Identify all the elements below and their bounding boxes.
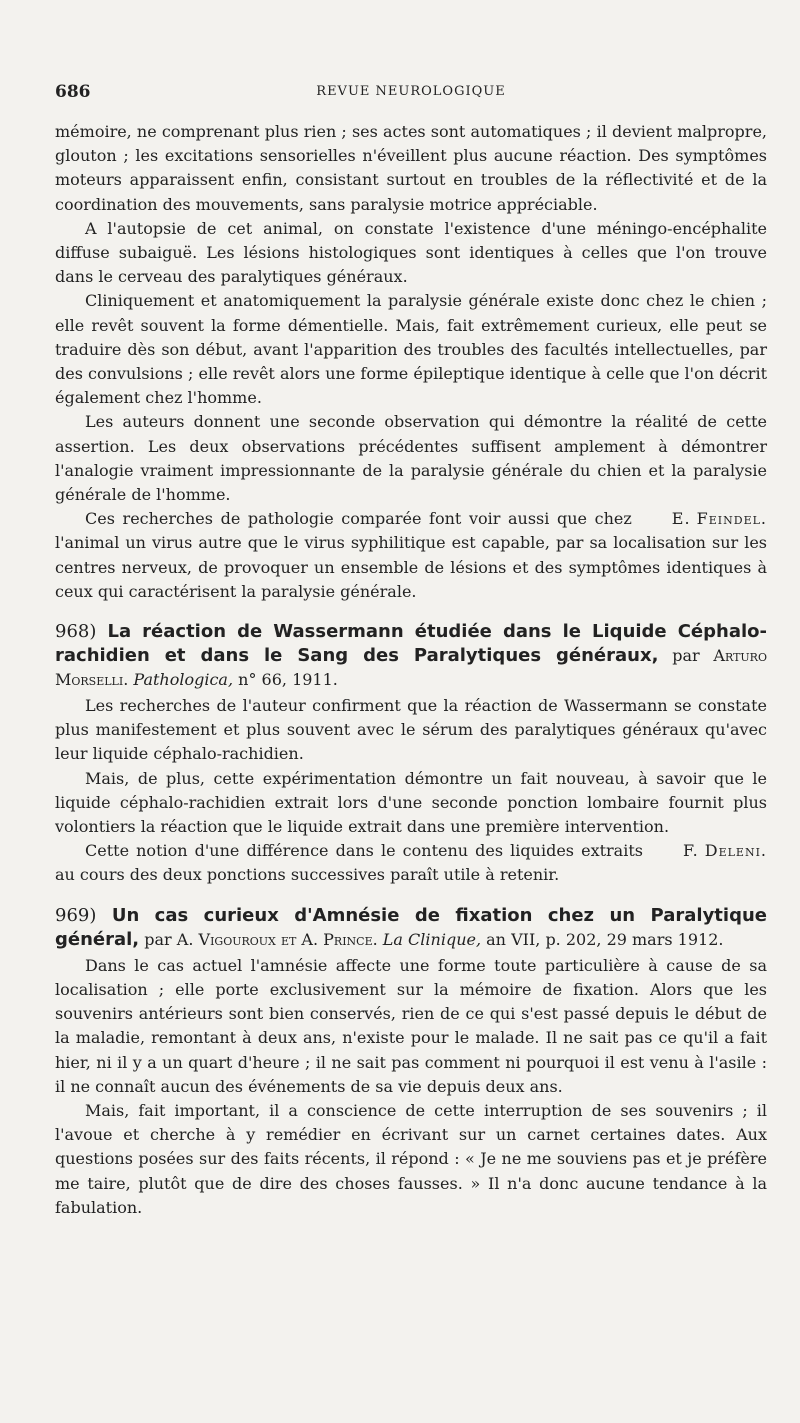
entry-title-block [55,621,767,666]
entry-body [55,694,767,888]
paragraph: Mais, de plus, cette expérimentation démontre un fait nouveau, à savoir que le liquide céphalo-rachidien extrait lors d'une seconde ponction lombaire fournit plus volontiers la réaction que le liquide extrait dans une première intervention. [55,768,767,837]
entry-citation: n° 66, 1911. [238,670,338,690]
reviewer-signature: F. Deleni. [682,841,767,861]
entry-journal: La Clinique, [382,929,482,949]
entry-969 [55,904,767,1220]
paragraph: Mais, fait important, il a conscience de cette interruption de ses souvenirs ; il l'avoue et cherche à y remédier en écrivant sur un carnet certaines dates. Aux questions posées sur des faits récents, il répond : « Je ne me souviens pas et je préfère me taire, plutôt que de dire des choses fausses. » Il n'a donc aucune tendance à la fabulation. [55,1100,767,1217]
paragraph-with-signature [55,507,767,604]
entry-by: par [144,929,172,949]
reviewer-signature: E. Feindel. [671,509,767,529]
entry-heading [55,620,767,692]
page-number: 686 [55,82,91,102]
entry-968 [55,620,767,888]
paragraph: Dans le cas actuel l'amnésie affecte une forme toute particulière à cause de sa localisation ; elle porte exclusivement sur la mémoire de fixation. Alors que les souvenirs antérieurs sont bien conservés, rien de ce qui s'est passé depuis le début de la maladie, remontant à deux ans, n'existe pour le malade. Il ne sait pas ce qu'il a fait hier, ni il y a un quart d'heure ; il ne sait pas comment ni pourquoi il est venu à l'asile : il ne connaît aucun des événements de sa vie depuis deux ans. [55,955,767,1096]
paragraph-text: Cette notion d'une différence dans le contenu des liquides extraits au cours des deux ponctions successives paraît utile à retenir. [55,841,643,885]
entry-number: 968) [55,621,97,643]
paragraph-with-signature [55,839,767,887]
paragraph: Les auteurs donnent une seconde observation qui démontre la réalité de cette assertion. Les deux observations précédentes suffisent amplement à démontrer l'analogie vraiment impressionnante de la paralysie générale du chien et la paralysie générale de l'homme. [55,412,767,505]
entry-by: par [672,646,700,666]
paragraph: A l'autopsie de cet animal, on constate l'existence d'une méningo-encéphalite diffuse subaiguë. Les lésions histologiques sont identiques à celles que l'on trouve dans le cerveau des paralytiques généraux. [55,218,767,287]
entry-author: Arturo Morselli. [55,646,767,690]
paragraph: Les recherches de l'auteur confirment que la réaction de Wassermann se constate plus manifestement et plus souvent avec le sérum des paralytiques généraux qu'avec leur liquide céphalo-rachidien. [55,696,767,764]
paragraph: Cliniquement et anatomiquement la paralysie générale existe donc chez le chien ; elle revêt souvent la forme démentielle. Mais, fait extrêmement curieux, elle peut se traduire dès son début, avant l'apparition des troubles des facultés intellectuelles, par des convulsions ; elle revêt alors une forme épileptique identique à celle que l'on décrit également chez l'homme. [55,291,767,408]
entry-journal: Pathologica, [133,670,234,690]
entry-number: 969) [55,904,97,926]
entry-author: A. Vigouroux et A. Prince. [176,929,378,949]
entry-title: La réaction de Wassermann étudiée dans le Liquide Céphalo-rachidien et dans le Sang des Paralytiques généraux, [55,621,767,667]
paragraph: mémoire, ne comprenant plus rien ; ses actes sont automatiques ; il devient malpropre, glouton ; les excitations sensorielles n'éveillent plus aucune réaction. Des symptômes moteurs apparaissent enfin, consistant surtout en troubles de la réflectivité et de la coordination des mouvements, sans paralysie motrice appréciable. [55,122,767,214]
entry-heading [55,904,767,952]
continued-review [55,120,767,604]
page [55,82,767,1220]
entry-citation: an VII, p. 202, 29 mars 1912. [486,929,724,949]
journal-title: REVUE NEUROLOGIQUE [316,84,506,99]
running-head [55,82,767,112]
entry-title: Un cas curieux d'Amnésie de fixation chez un Paralytique général, [55,904,767,950]
paragraph-text: Ces recherches de pathologie comparée font voir aussi que chez l'animal un virus autre que le virus syphilitique est capable, par sa localisation sur les centres nerveux, de provoquer un ensemble de lésions et des symptômes identiques à ceux qui caractérisent la paralysie générale. [55,509,767,601]
entry-body [55,954,767,1220]
